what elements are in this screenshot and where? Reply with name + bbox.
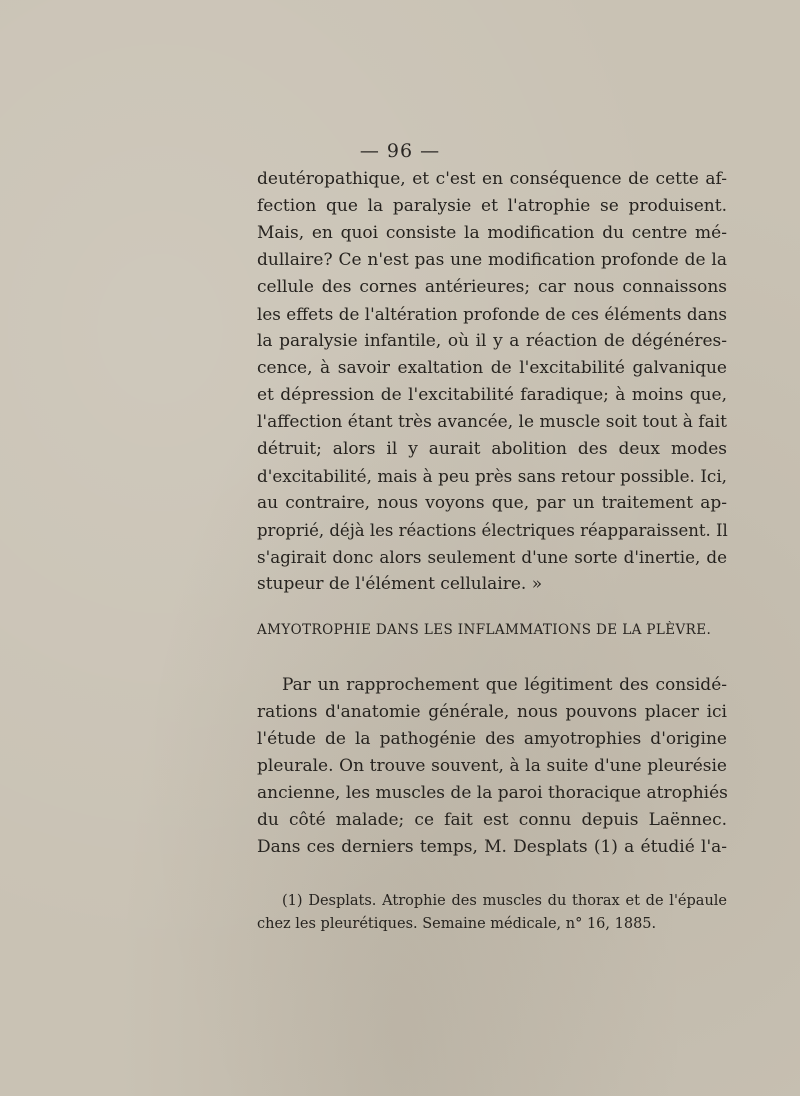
text-line: l'affection étant très avancée, le muscle soit tout à fait [257,412,727,432]
text-line: rations d'anatomie générale, nous pouvons placer ici [257,702,727,722]
text-line: ancienne, les muscles de la paroi thoracique atrophiés [257,783,728,803]
text-line: cellule des cornes antérieures; car nous connaissons [257,277,727,297]
text-line: les effets de l'altération profonde de ces éléments dans [257,304,727,324]
text-line: stupeur de l'élément cellulaire. » [257,574,543,594]
paragraph-main [257,672,727,861]
text-line: d'excitabilité, mais à peu près sans retour possible. Ici, [257,466,727,486]
text-line: Mais, en quoi consiste la modification du centre mé- [257,223,727,243]
text-line: l'étude de la pathogénie des amyotrophies d'origine [257,729,727,749]
text-line: pleurale. On trouve souvent, à la suite d'une pleurésie [257,756,727,776]
text-line: la paralysie infantile, où il y a réaction de dégénéres- [257,331,727,351]
text-line: fection que la paralysie et l'atrophie se produisent. [257,196,727,216]
text-line: Par un rapprochement que légitiment des considé- [282,675,727,695]
text-line: au contraire, nous voyons que, par un traitement ap- [257,493,727,513]
footnote-line: chez les pleurétiques. Semaine médicale, n° 16, 1885. [257,916,657,932]
page-number: — 96 — [359,140,441,162]
footnote [257,890,727,936]
text-line: dullaire? Ce n'est pas une modification profonde de la [257,250,727,270]
footnote-line: (1) Desplats. Atrophie des muscles du thorax et de l'épaule [282,893,727,909]
text-line: proprié, déjà les réactions électriques réapparaissent. Il [257,521,728,540]
text-line: cence, à savoir exaltation de l'excitabilité galvanique [257,358,727,378]
paragraph-continuation [257,166,727,598]
text-line: Dans ces derniers temps, M. Desplats (1) a étudié l'a- [257,837,727,857]
text-line: deutéropathique, et c'est en conséquence de cette af- [257,169,727,189]
text-line: du côté malade; ce fait est connu depuis Laënnec. [257,810,727,830]
section-heading: AMYOTROPHIE DANS LES INFLAMMATIONS DE LA PLÈVRE. [257,622,712,638]
text-line: détruit; alors il y aurait abolition des deux modes [257,439,727,459]
text-line: s'agirait donc alors seulement d'une sorte d'inertie, de [257,547,727,567]
text-line: et dépression de l'excitabilité faradique; à moins que, [257,385,727,405]
